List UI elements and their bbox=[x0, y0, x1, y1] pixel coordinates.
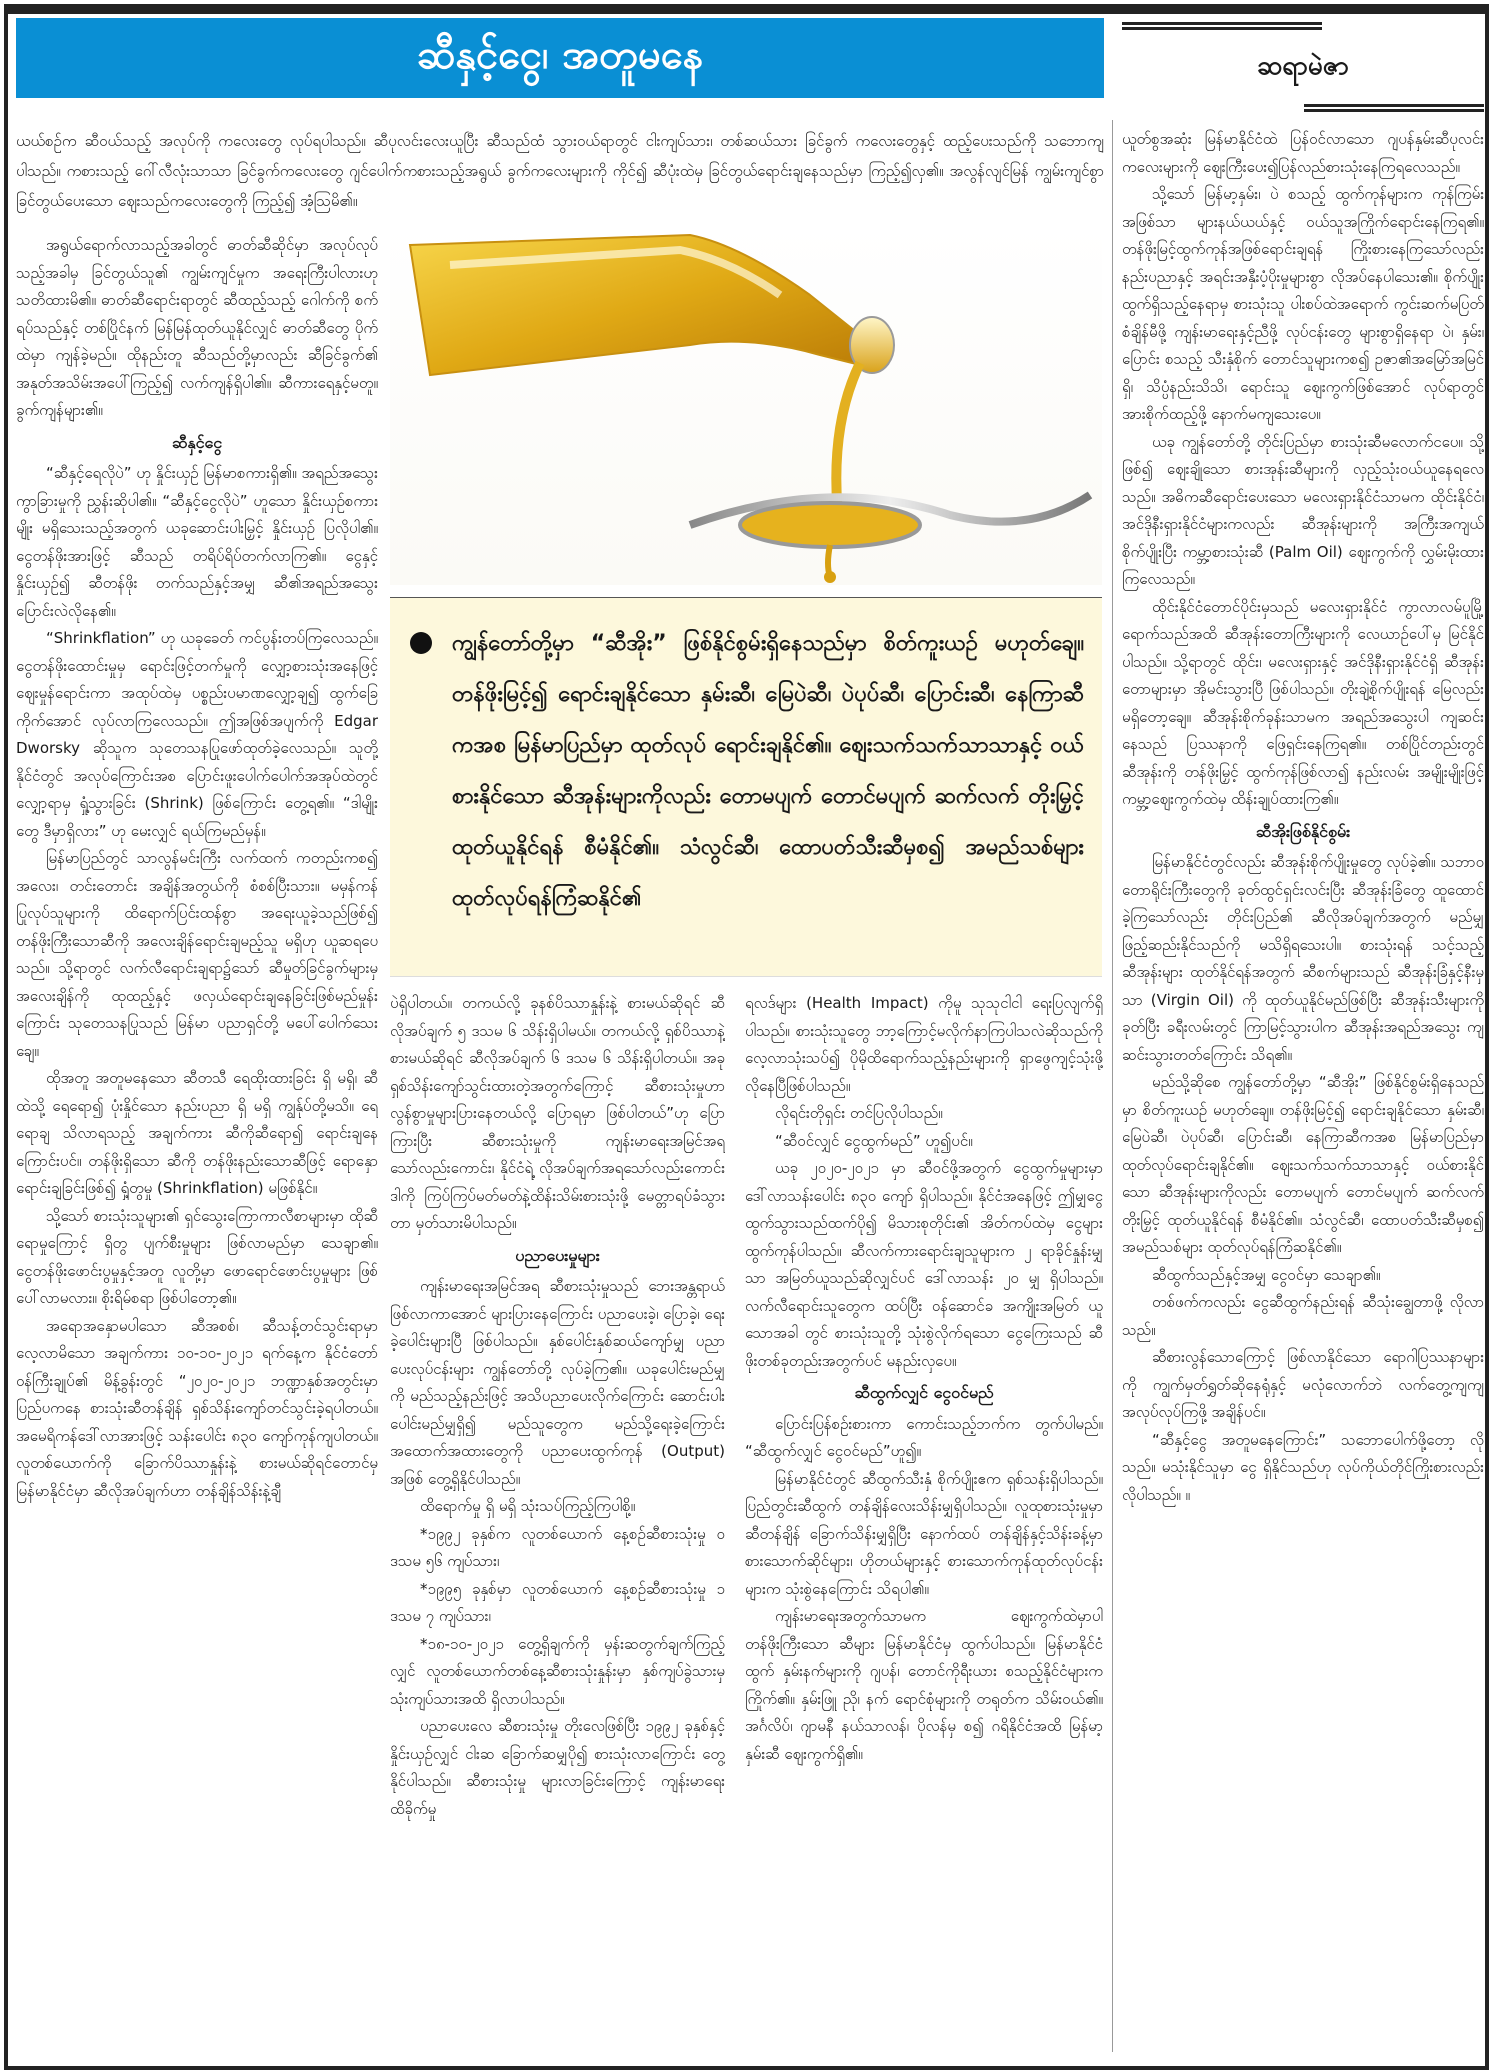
paragraph: သို့သော် စားသုံးသူများ၏ ရှင်သွေးကြောကာလီစာများမှာ ထိုဆီရောမှုကြောင့် ရှိတွ ပျက်စီးမှုများ ဖြစ်လာမည်မှာ သေချာ၏။ ငွေတန်ဖိုးဖောင်းပွမှုနှင့်အတူ လူတို့မှာ ဖောရောင်ဖောင်းပွမှုများ ဖြစ်ပေါ်လာမလား။ စိုးရိမ်စရာ ဖြစ်ပါတော့၏။ bbox=[16, 1206, 378, 1307]
paragraph: ကျန်းမာရေးအမြင်အရ ဆီစားသုံးမှုသည် ဘေးအန္တရာယ် ဖြစ်လာကာအောင် များပြားနေကြောင်း ပညာပေးခဲ့၊ ပြောခဲ့၊ ရေးခဲ့ပေါင်းများပြီ ဖြစ်ပါသည်။ နှစ်ပေါင်းနှစ်ဆယ်ကျော်မျှ ပညာပေးလုပ်ငန်းများ ကျွန်တော်တို့ လုပ်ခဲ့ကြ၏။ ယခုပေါင်းမည်မျှကို မည်သည့်နည်းဖြင့် အသိပညာပေးလိုက်ကြောင်း ဆောင်းပါးပေါင်းမည်မျှရှိ၍ မည်သူတွေက မည်သို့ရေးခဲ့ကြောင်း အထောက်အထားတွေကို ပညာပေးထွက်ကုန် (Output) အဖြစ် တွေ့ရှိနိုင်ပါသည်။ bbox=[390, 1277, 725, 1488]
paragraph: “ဆီနှင့်ငွေ အတူမနေကြောင်း” သဘောပေါက်ဖို့တော့ လိုသည်။ မသုံးနိုင်သူမှာ ငွေ ရှိနိုင်သည်ဟု လုပ်ကိုယ်တိုင်ကြိုးစားလည်း လိုပါသည်။ ။ bbox=[1122, 1430, 1484, 1504]
paragraph: ထိုအတူ အတူမနေသော ဆီတသီ ရေထိုးထားခြင်း ရှိ မရှိ၊ ဆီထဲသို့ ရေရော၍ ပုံးနှိုင်သော နည်းပညာ ရှိ မရှိ ကျွန်ုပ်တို့မသိ။ ရေရောချ သိလာရသည့် အချက်ကား ဆီကိုဆီရော၍ ရောင်းချနေကြောင်းပင်။ တန်ဖိုးရှိသော ဆီကို တန်ဖိုးနည်းသောဆီဖြင့် ရောနှောရောင်းချခြင်းဖြစ်၍ ရှံ့တွမှု (Shrinkflation) မဖြစ်နိုင်။ bbox=[16, 1069, 378, 1197]
decorative-rule bbox=[1122, 22, 1322, 30]
paragraph: ကျန်းမာရေးအတွက်သာမက ဈေးကွက်ထဲမှာပါ တန်ဖိုးကြီးသော ဆီများ မြန်မာနိုင်ငံမှ ထွက်ပါသည်။ မြန်မာနိုင်ငံထွက် နှမ်းနက်များကို ဂျပန်၊ တောင်ကိုရီးယား စသည့်နိုင်ငံများက ကြိုက်၏။ နှမ်းဖြူ ညို၊ နက် ရောင်စုံများကို တရုတ်က သိမ်းဝယ်၏။ အင်္ဂလိပ်၊ ဂျာမနီ နယ်သာလန်၊ ပိုလန်မှ စ၍ ဂရိနိုင်ငံအထိ မြန်မာ့နှမ်းဆီ ဈေးကွက်ရှိ၏။ bbox=[745, 1607, 1103, 1763]
article-title: ဆီနှင့်ငွေ၊ အတူမနေ bbox=[416, 31, 704, 78]
paragraph: *၁၉၉၅ ခုနှစ်မှာ လူတစ်ယောက် နေ့စဉ်ဆီစားသုံးမှု ၁ ဒသမ ၇ ကျပ်သား၊ bbox=[390, 1579, 725, 1625]
paragraph: အရွယ်ရောက်လာသည့်အခါတွင် ဓာတ်ဆီဆိုင်မှာ အလုပ်လုပ်သည့်အခါမှ ခြင်တွယ်သူ၏ ကျွမ်းကျင်မှုက အရေးကြီးပါလားဟု သတိထားမိ၏။ ဓာတ်ဆီရောင်းရာတွင် ဆီထည့်သည့် ဂေါက်ကို စက်ရပ်သည်နှင့် တစ်ပြိုင်နက် မြန်မြန်ထုတ်ယူနိုင်လျှင် ဓာတ်ဆီတွေ ပိုက်ထဲမှာ ကျန်ခဲ့မည်။ ထိုနည်းတူ ဆီသည်တို့မှာလည်း ဆီခြင်ခွက်၏ အနုတ်အသိမ်းအပေါ်ကြည့်၍ လက်ကျန်ရှိပါ၏။ ဆီကားရေနှင့်မတူ။ ခွက်ကျန်များ၏။ bbox=[16, 236, 378, 419]
paragraph: မြန်မာပြည်တွင် သာလွန်မင်းကြီး လက်ထက် ကတည်းကစ၍ အလေး၊ တင်းတောင်း အချိန်အတွယ်ကို စံစစ်ပြီးသား။ မမှန်ကန်ပြုလုပ်သူများကို ထိရောက်ပြင်းထန်စွာ အရေးယူခဲ့သည်ဖြစ်၍ တန်ဖိုးကြီးသောဆီကို အလေးချိန်ရောင်းချမည့်သူ မရှိဟု ယူဆရပေသည်။ သို့ရာတွင် လက်လီရောင်းချရာ၌သော် ဆီမှုတ်ခြင်ခွက်များမှ အလေးချိန်ကို ထုထည့်နှင့် ဖလှယ်ရောင်းချနေခြင်းဖြစ်မည်မှုန်းကြောင်း သုတေသနပြုသည် မြန်မာ ပညာရှင်တို့ မပေါ်ပေါက်သေးချေ။ bbox=[16, 849, 378, 1060]
column-divider bbox=[1112, 120, 1113, 2052]
paragraph: အရောအနှောမပါသော ဆီအစစ်၊ ဆီသန့်တင်သွင်းရာမှာ လေ့လာမိသော အချက်ကား ၁၀-၁၀-၂၀၂၁ ရက်နေ့က နိုင်ငံတော်ဝန်ကြီးချုပ်၏ မိန့်ခွန်းတွင် “၂၀၂၀-၂၀၂၁ ဘဏ္ဍာနှစ်အတွင်းမှာ ပြည်ပကနေ စားသုံးဆီတန်ချိန် ရှစ်သိန်းကျော်တင်သွင်းခဲ့ရပါတယ်။ အမေရိကန်ဒေါ်လာအားဖြင့် သန်းပေါင်း ၈၃၀ ကျော်ကုန်ကျပါတယ်။ လူတစ်ယောက်ကို ခြောက်ပိဿာနှုန်းနဲ့ စားမယ်ဆိုရင်တောင်မှ မြန်မာနိုင်ငံမှာ ဆီလိုအပ်ချက်ဟာ တန်ချိန်သိန်းနဲ့ချီ bbox=[16, 1316, 378, 1500]
paragraph: မြန်မာနိုင်ငံတွင်လည်း ဆီအုန်းစိုက်ပျိုးမှုတွေ လုပ်ခဲ့၏။ သဘာဝတောရိုင်းကြီးတွေကို ခုတ်ထွင်ရှင်းလင်းပြီး ဆီအုန်းခြံတွေ ထူထောင်ခဲ့ကြသော်လည်း တိုင်းပြည်၏ ဆီလိုအပ်ချက်အတွက် မည်မျှ ဖြည့်ဆည်းနိုင်သည်ကို မသိရှိရသေးပါ။ စားသုံးရန် သင့်သည့် ဆီအုန်းများ ထုတ်နိုင်ရန်အတွက် ဆီစက်များသည် ဆီအုန်းခြံနှင့်နီးမှသာ (Virgin Oil) ကို ထုတ်ယူနိုင်မည်ဖြစ်ပြီး ဆီအုန်းသီးများကို ခုတ်ပြီး ခရီးလမ်းတွင် ကြာမြင့်သွားပါက ဆီအုန်းအရည်အသွေး ကျဆင်းသွားတတ်ကြောင်း သိရ၏။ bbox=[1122, 853, 1484, 1064]
paragraph: ပညာပေးလေ ဆီစားသုံးမှု တိုးလေဖြစ်ပြီး ၁၉၉၂ ခုနှစ်နှင့် နှိုင်းယှဉ်လျှင် ငါးဆ ခြောက်ဆမျှပို၍ စားသုံးလာကြောင်း တွေ့နိုင်ပါသည်။ ဆီစားသုံးမှု များလာခြင်းကြောင့် ကျန်းမာရေးထိခိုက်မှု bbox=[390, 1717, 725, 1818]
intro-paragraph bbox=[16, 126, 1104, 222]
column-3 bbox=[745, 990, 1103, 2050]
pull-quote-text: ကျွန်တော်တို့မှာ “ဆီအိုး” ဖြစ်နိုင်စွမ်းရှိနေသည်မှာ စိတ်ကူးယဉ် မဟုတ်ချေ။ တန်ဖိုးမြင့်၍ ရောင်းချနိုင်သော နှမ်းဆီ၊ မြေပဲဆီ၊ ပဲပုပ်ဆီ၊ ပြောင်းဆီ၊ နေကြာဆီကအစ မြန်မာပြည်မှာ ထုတ်လုပ် ရောင်းချနိုင်၏။ ဈေးသက်သက်သာသာနှင့် ဝယ်စားနိုင်သော ဆီအုန်းများကိုလည်း တောမပျက် တောင်မပျက် ဆက်လက် တိုးမြှင့် ထုတ်ယူနိုင်ရန် စီမံနိုင်၏။ သံလွင်ဆီ၊ ထောပတ်သီးဆီမှစ၍ အမည်သစ်များ ထုတ်လုပ်ရန်ကြံဆနိုင်၏ bbox=[452, 631, 1084, 911]
article-title-banner bbox=[16, 18, 1104, 98]
author-box bbox=[1122, 18, 1484, 118]
paragraph: ပြောင်းပြန်စဉ်းစားကာ ကောင်းသည့်ဘက်က တွက်ပါမည်။ “ဆီထွက်လျှင် ငွေဝင်မည်”ဟူ၍။ bbox=[745, 1414, 1103, 1460]
oil-pouring-photo bbox=[390, 225, 1102, 585]
column-4 bbox=[1122, 126, 1484, 2046]
oil-bottle-spoon-illustration bbox=[390, 225, 1102, 585]
paragraph: “ဆီဝင်လျှင် ငွေထွက်မည်” ဟူ၍ပင်။ bbox=[775, 1131, 973, 1150]
author-name: ဆရာမဲဇာ bbox=[1257, 51, 1349, 81]
paragraph: ဆီထွက်သည်နှင့်အမျှ ငွေဝင်မှာ သေချာ၏။ bbox=[1152, 1265, 1381, 1284]
paragraph: ဆီစားလွန်သောကြောင့် ဖြစ်လာနိုင်သော ရောဂါပြဿနာများကို ကျွက်မှတ်ရွှတ်ဆိုနေရုံနှင့် မလုံလောက်ဘဲ လက်တွေ့ကျကျ အလုပ်လုပ်ကြဖို့ အချိန်ပင်။ bbox=[1122, 1348, 1484, 1421]
paragraph: “ဆီနှင့်ရေလိုပဲ” ဟု နှိုင်းယှဉ် မြန်မာစကားရှိ၏။ အရည်အသွေး ကွာခြားမှုကို ညွှန်းဆိုပါ၏။ “ဆီနှင့်ငွေလိုပဲ” ဟူသော နှိုင်းယှဉ်စကားမျိုး မရှိသေးသည့်အတွက် ယခုဆောင်းပါးမြှင့် နှိုင်းယှဉ် ပြလိုပါ၏။ ငွေတန်ဖိုးအားဖြင့် ဆီသည် တရိပ်ရိပ်တက်လာကြ၏။ ငွေနှင့်နှိုင်းယှဉ်၍ ဆီတန်ဖိုး တက်သည်နှင့်အမျှ ဆီ၏အရည်အသွေးပြောင်းလဲလိုနေ၏။ bbox=[16, 464, 378, 620]
paragraph: ယခု ကျွန်တော်တို့ တိုင်းပြည်မှာ စားသုံးဆီမလောက်ငပေ။ သို့ဖြစ်၍ ဈေးချိုသော စားအုန်းဆီများကို လှည့်သုံးဝယ်ယူနေရလေသည်။ အဓိကဆီရောင်းပေးသော မလေးရှားနိုင်ငံသာမက ထိုင်းနိုင်ငံ၊ အင်ဒိုနီးရှားနိုင်ငံများကလည်း ဆီအုန်းများကို အကြီးအကျယ် စိုက်ပျိုးပြီး ကမ္ဘာ့စားသုံးဆီ (Palm Oil) ဈေးကွက်ကို လွှမ်းမိုးထားကြလေသည်။ bbox=[1122, 432, 1484, 588]
paragraph: မည်သို့ဆိုစေ ကျွန်တော်တို့မှာ “ဆီအိုး” ဖြစ်နိုင်စွမ်းရှိနေသည်မှာ စိတ်ကူးယဉ် မဟုတ်ချေ။ တန်ဖိုးမြင့်၍ ရောင်းချနိုင်သော နှမ်းဆီ၊ မြေပဲဆီ၊ ပဲပုပ်ဆီ၊ ပြောင်းဆီ၊ နေကြာဆီကအစ မြန်မာပြည်မှာ ထုတ်လုပ်ရောင်းချနိုင်၏။ ဈေးသက်သက်သာသာနှင့် ဝယ်စားနိုင်သော ဆီအုန်းများကိုလည်း တောမပျက် တောင်မပျက် ဆက်လက်တိုးမြှင့် ထုတ်ယူနိုင်ရန် စီမံနိုင်၏။ သံလွင်ဆီ၊ ထောပတ်သီးဆီမှစ၍ အမည်သစ်များ ထုတ်လုပ်ရန်ကြံဆနိုင်၏။ bbox=[1122, 1073, 1484, 1256]
paragraph: သို့သော် မြန်မာ့နှမ်း၊ ပဲ စသည့် ထွက်ကုန်များက ကုန်ကြမ်းအဖြစ်သာ များနယ်ယယ်နှင့် ဝယ်သူအကြိုက်ရောင်းနေကြရ၏။ တန်ဖိုးမြင့်ထွက်ကုန်အဖြစ်ရောင်းချရန် ကြိုးစားနေကြသော်လည်း နည်းပညာနှင့် အရင်းအနှီးပံ့ပိုးမှုများစွာ လိုအပ်နေပါသေး၏။ စိုက်ပျိုးထွက်ရှိသည့်နေရာမှ စားသုံးသူ ပါးစပ်ထဲအရောက် ကွင်းဆက်မပြတ် စံချိန်မီဖို့ ကျန်းမာရေးနှင့်ညီဖို့ လုပ်ငန်းတွေ များစွာရှိနေရာ ပဲ၊ နှမ်း၊ ပြောင်း စသည့် သီးနှံစိုက် တောင်သူများကစ၍ ဥဇာ၏အမြော်အမြင်ရှိ၊ သိပ္ပံနည်းသိသိ၊ ရောင်းသူ ဈေးကွက်ဖြစ်အောင် လုပ်ရာတွင် အားစိုက်ထည့်ဖို့ နောက်မကျသေးပေ။ bbox=[1122, 185, 1484, 423]
paragraph: ထိုင်းနိုင်ငံတောင်ပိုင်းမှသည် မလေးရှားနိုင်ငံ ကွာလာလမ်ပူမြို့ ရောက်သည်အထိ ဆီအုန်းတောကြီးများကို လေယာဉ်ပေါ်မှ မြင်နိုင်ပါသည်။ သို့ရာတွင် ထိုင်း၊ မလေးရှားနှင့် အင်ဒိုနီးရှားနိုင်ငံရှိ ဆီအုန်းတောများမှာ အိုမင်းသွားပြီ ဖြစ်ပါသည်။ တိုးချဲ့စိုက်ပျိုးရန် မြေလည်း မရှိတော့ချေ။ ဆီအုန်းစိုက်ခုန်းသာမက အရည်အသွေးပါ ကျဆင်းနေသည် ပြဿနာကို ဖြေရှင်းနေကြရ၏။ တစ်ပြိုင်တည်းတွင် ဆီအုန်းကို တန်ဖိုးမြှင့် ထွက်ကုန်ဖြစ်လာ၍ နည်းလမ်း အမျိုးမျိုးဖြင့် ကမ္ဘာ့ဈေးကွက်ထဲမှ ထိန်းချုပ်ထားကြ၏။ bbox=[1122, 597, 1484, 808]
paragraph: မြန်မာနိုင်ငံတွင် ဆီထွက်သီးနှံ စိုက်ပျိုးဧက ရှစ်သန်းရှိပါသည်။ ပြည်တွင်းဆီထွက် တန်ချိန်လေးသိန်းမျှရှိပါသည်။ လူထုစားသုံးမှုမှာ ဆီတန်ချိန် ခြောက်သိန်းမျှရှိပြီး နောက်ထပ် တန်ချိန်နှင့်သိန်းခန့်မှာ စားသောက်ဆိုင်များ၊ ဟိုတယ်များနှင့် စားသောက်ကုန်ထုတ်လုပ်ငန်းများက သုံးစွဲနေကြောင်း သိရပါ၏။ bbox=[745, 1469, 1103, 1598]
section-heading: ပညာပေးမှုများ bbox=[515, 1245, 600, 1265]
paragraph: ရလဒ်များ (Health Impact) ကိုမူ သုသုငါငါ ရေးပြလျက်ရှိပါသည်။ စားသုံးသူတွေ ဘာ့ကြောင့်မလိုက်နာကြပါသလဲဆိုသည်ကို လေ့လာသုံးသပ်၍ ပိုမိုထိရောက်သည့်နည်းများကို ရှာဖွေကျင့်သုံးဖို့ လိုနေပြီဖြစ်ပါသည်။ bbox=[745, 994, 1103, 1095]
column-1 bbox=[16, 232, 378, 2047]
paragraph: ပဲရှိပါတယ်။ တကယ်လို့ ခုနစ်ပိဿာနှုန်းနဲ့ စားမယ်ဆိုရင် ဆီလိုအပ်ချက် ၅ ဒသမ ၆ သိန်းရှိပါမယ်။ တကယ်လို့ ရှစ်ပိဿာနဲ့ စားမယ်ဆိုရင် ဆီလိုအပ်ချက် ၆ ဒသမ ၆ သိန်းရှိပါတယ်။ အခု ရှစ်သိန်းကျော်သွင်းထားတဲ့အတွက်ကြောင့် ဆီစားသုံးမှုဟာ လွန်စွာမှုများပြားနေတယ်လို့ ပြောရမှာ ဖြစ်ပါတယ်”ဟု ပြောကြားပြီး ဆီစားသုံးမှုကို ကျန်းမာရေးအမြင်အရသော်လည်းကောင်း၊ နိုင်ငံရဲ့ လိုအပ်ချက်အရသော်လည်းကောင်း ဒါကို ကြပ်ကြပ်မတ်မတ်နဲ့ထိန်းသိမ်းစားသုံးဖို့ မေတ္တာရပ်ခံသွားတာ မှတ်သားမိပါသည်။ bbox=[390, 994, 725, 1232]
paragraph: *၁၈-၁၀-၂၀၂၁ တွေ့ရှိချက်ကို မှန်းဆတွက်ချက်ကြည့်လျှင် လူတစ်ယောက်တစ်နေ့ဆီစားသုံးနှုန်းမှာ နှစ်ကျပ်ခွဲသားမှ သုံးကျပ်သားအထိ ရှိလာပါသည်။ bbox=[390, 1634, 725, 1708]
column-2 bbox=[390, 990, 725, 2050]
paragraph: တစ်ဖက်ကလည်း ငွေဆီထွက်နည်းရန် ဆီသုံးချွေတာဖို့ လိုလာသည်။ bbox=[1122, 1293, 1484, 1339]
paragraph: ထိရောက်မှု ရှိ မရှိ သုံးသပ်ကြည့်ကြပါစို့။ bbox=[420, 1497, 636, 1515]
bullet-icon bbox=[410, 632, 432, 654]
paragraph: လိုရင်းတိုရှင်း တင်ပြလိုပါသည်။ bbox=[775, 1104, 943, 1122]
paragraph: *၁၉၉၂ ခုနှစ်က လူတစ်ယောက် နေ့စဉ်ဆီစားသုံးမှု ၀ ဒသမ ၅၆ ကျပ်သား၊ bbox=[390, 1524, 725, 1570]
decorative-rule bbox=[1304, 104, 1484, 112]
pull-quote bbox=[390, 597, 1102, 977]
section-heading: ဆီအိုးဖြစ်နိုင်စွမ်း bbox=[1255, 821, 1351, 841]
section-heading: ဆီထွက်လျှင် ငွေဝင်မည် bbox=[854, 1383, 994, 1402]
intro-text: ယယ်စဉ်က ဆီဝယ်သည့် အလုပ်ကို ကလေးတွေ လုပ်ရပါသည်။ ဆီပုလင်းလေးယူပြီး ဆီသည်ထံ သွားဝယ်ရာတွင် ငါးကျပ်သား၊ တစ်ဆယ်သား ခြင်ခွက် ကလေးတွေနှင့် ထည့်ပေးသည်ကို သဘောကျပါသည်။ ကစားသည့် ဂေါ်လီလုံးသာသာ ခြင်ခွက်ကလေးတွေ ဂျင်ပေါက်ကစားသည့်အရွယ် ခွက်ကလေးများကို ကိုင်၍ ဆီပုံးထဲမှ ခြင်တွယ်ရောင်းချနေသည်မှာ ကြည့်၍လှ၏။ အလွန်လျင်မြန် ကျွမ်းကျင်စွာ ခြင်တွယ်ပေးသော ဈေးသည်ကလေးတွေကို ကြည့်၍ အံ့သြမိ၏။ bbox=[16, 132, 1104, 210]
paragraph: ယခု ၂၀၂၀-၂၀၂၁ မှာ ဆီဝင်ဖို့အတွက် ငွေထွက်မှုများမှာ ဒေါ်လာသန်းပေါင်း ၈၃၀ ကျော် ရှိပါသည်။ နိုင်ငံအနေဖြင့် ဤမျှငွေထွက်သွားသည်ထက်ပို၍ မိသားစုတိုင်း၏ အိတ်ကပ်ထဲမှ ငွေများ ထွက်ကုန်ပါသည်။ ဆီလက်ကားရောင်းချသူများက ၂ ရာခိုင်နှုန်းမျှသာ အမြတ်ယူသည်ဆိုလျှင်ပင် ဒေါ်လာသန်း ၂၀ မျှ ရှိပါသည်။ လက်လီရောင်းသူတွေက ထပ်ပြီး ဝန်ဆောင်ခ အကျိုးအမြတ် ယူသောအခါ တွင် စားသုံးသူတို့ သုံးစွဲလိုက်ရသော ငွေကြေးသည် ဆီဖိုးတစ်ခုတည်းအတွက်ပင် မနည်းလှပေ။ bbox=[745, 1159, 1103, 1370]
paragraph: “Shrinkflation” ဟု ယခုခေတ် ကင်ပွန်းတပ်ကြလေသည်။ ငွေတန်ဖိုးထောင်းမှုမှ ရောင်းဖြင့်တက်မှုကို လျှော့စားသုံးအနေဖြင့် ဈေးမှုန်ရောင်းကာ အထုပ်ထဲမှ ပစ္စည်းပမာဏလျှော့ချ၍ ထွက်ခြေကိုက်အောင် လုပ်လာကြလေသည်။ ဤအဖြစ်အပျက်ကို Edgar Dworsky ဆိုသူက သုတေသနပြုဖော်ထုတ်ခဲ့လေသည်။ သူတို့နိုင်ငံတွင် အလုပ်ကြောင်းအစ ပြောင်းဖူးပေါက်ပေါက်အအုပ်ထဲတွင် လျှော့ရာမှ ရှုံ့သွားခြင်း (Shrink) ဖြစ်ကြောင်း တွေ့ရ၏။ “ဒါမျိုးတွေ ဒီမှာရှိလား” ဟု မေးလျှင် ရယ်ကြမည်မှန်။ bbox=[16, 629, 378, 840]
paragraph: ယူတ်စွအဆုံး မြန်မာနိုင်ငံထဲ ပြန်ဝင်လာသော ဂျပန်နှမ်းဆီပုလင်းကလေးများကို ဈေးကြီးပေး၍ပြန်လည်စားသုံးနေကြရလေသည်။ bbox=[1122, 130, 1484, 176]
section-heading: ဆီနှင့်ငွေ bbox=[171, 432, 223, 452]
